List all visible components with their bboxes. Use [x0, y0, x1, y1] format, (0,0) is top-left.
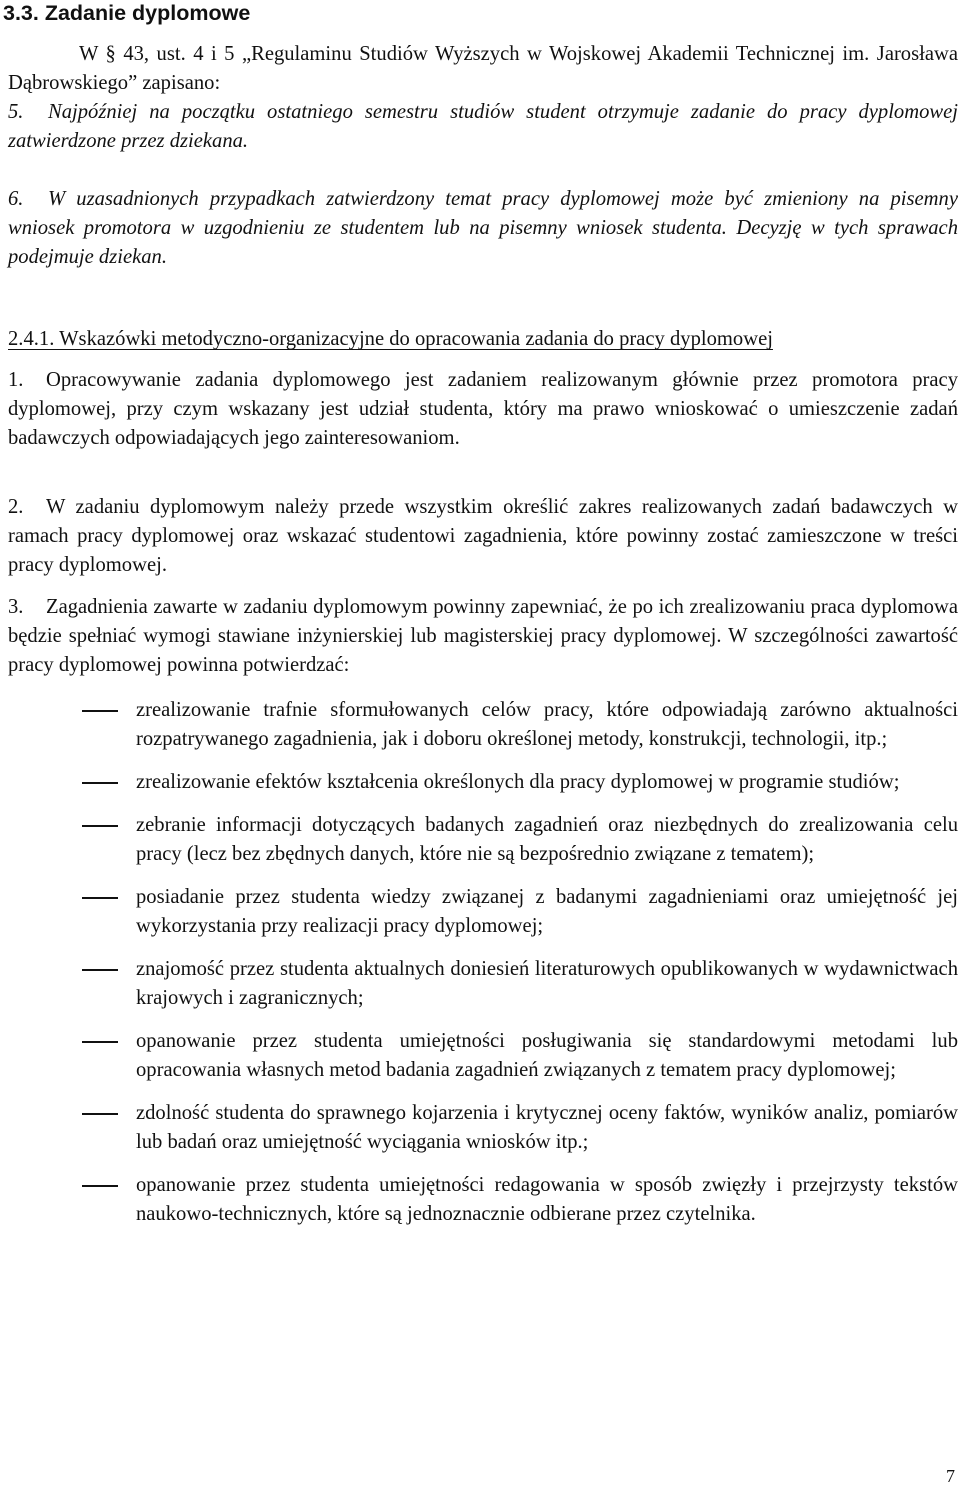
item-text: Opracowywanie zadania dyplomowego jest zadaniem realizowanym głównie przez promotora pracy dyplomowej, przy czym wskazany jest udział studenta, który ma prawo wnioskować o umieszczenie zadań badawczych odpowiadających jego zainteresowaniom.	[8, 369, 958, 449]
dash-bullet	[82, 969, 118, 971]
list-item-text: zrealizowanie trafnie sformułowanych celów pracy, które odpowiadają zarówno aktualności rozpatrywanego zagadnienia, jak i doboru określonej metody, konstrukcji, technologii, itp.;	[136, 699, 958, 750]
list-item	[0, 1171, 958, 1229]
quoted-item-5	[8, 98, 958, 156]
item-text: Zagadnienia zawarte w zadaniu dyplomowym powinny zapewniać, że po ich zrealizowaniu praca dyplomowa będzie spełniać wymogi stawiane inżynierskiej lub magisterskiej pracy dyplomowej. W szczególności zawartość pracy dyplomowej powinna potwierdzać:	[8, 596, 958, 676]
list-item-text: opanowanie przez studenta umiejętności redagowania w sposób zwięzły i przejrzysty tekstów naukowo-technicznych, które są jednoznacznie odbierane przez czytelnika.	[136, 1174, 958, 1225]
item-number: 1.	[8, 369, 24, 391]
quoted-item-6	[8, 185, 958, 272]
page-number: 7	[946, 1466, 955, 1486]
list-item	[0, 955, 958, 1013]
list-item	[0, 883, 958, 941]
dash-bullet	[82, 825, 118, 827]
list-item	[0, 1099, 958, 1157]
list-item-text: opanowanie przez studenta umiejętności posługiwania się standardowymi metodami lub opracowania własnych metod badania zagadnień związanych z tematem pracy dyplomowej;	[136, 1030, 958, 1081]
item-number: 5.	[8, 101, 24, 123]
item-text: W zadaniu dyplomowym należy przede wszystkim określić zakres realizowanych zadań badawczych w ramach pracy dyplomowej oraz wskazać studentowi zagadnienia, które powinny zostać zamieszczone w treści pracy dyplomowej.	[8, 496, 958, 576]
item-text: Najpóźniej na początku ostatniego semestru studiów student otrzymuje zadanie do pracy dyplomowej zatwierdzone przez dziekana.	[8, 101, 958, 152]
list-item-text: zdolność studenta do sprawnego kojarzenia i krytycznej oceny faktów, wyników analiz, pomiarów lub badań oraz umiejętność wyciągania wniosków itp.;	[136, 1102, 958, 1153]
list-item	[0, 768, 958, 797]
numbered-item-3	[8, 593, 958, 680]
list-item-text: znajomość przez studenta aktualnych doniesień literaturowych opublikowanych w wydawnictwach krajowych i zagranicznych;	[136, 958, 958, 1009]
list-item	[0, 696, 958, 754]
dash-bullet	[82, 1041, 118, 1043]
list-item	[0, 811, 958, 869]
numbered-item-2	[8, 493, 958, 580]
dash-bullet	[82, 782, 118, 784]
list-item-text: zrealizowanie efektów kształcenia określonych dla pracy dyplomowej w programie studiów;	[136, 771, 900, 793]
item-number: 3.	[8, 596, 24, 618]
dash-bullet	[82, 710, 118, 712]
intro-paragraph: W § 43, ust. 4 i 5 „Regulaminu Studiów Wyższych w Wojskowej Akademii Technicznej im. Jarosława Dąbrowskiego” zapisano:	[8, 43, 958, 94]
list-item-text: zebranie informacji dotyczących badanych zagadnień oraz niezbędnych do zrealizowania celu pracy (lecz bez zbędnych danych, które nie są bezpośrednio związane z tematem);	[136, 814, 958, 865]
requirements-list	[0, 696, 960, 1229]
dash-bullet	[82, 1113, 118, 1115]
list-item-text: posiadanie przez studenta wiedzy związanej z badanymi zagadnieniami oraz umiejętność jej wykorzystania przy realizacji pracy dyplomowej;	[136, 886, 958, 937]
subsection-heading: 2.4.1. Wskazówki metodyczno-organizacyjne do opracowania zadania do pracy dyplomowej	[8, 328, 773, 350]
dash-bullet	[82, 1185, 118, 1187]
dash-bullet	[82, 897, 118, 899]
section-heading: 3.3. Zadanie dyplomowe	[3, 1, 251, 25]
item-text: W uzasadnionych przypadkach zatwierdzony temat pracy dyplomowej może być zmieniony na pisemny wniosek promotora w uzgodnieniu ze studentem lub na pisemny wniosek studenta. Decyzję w tych sprawach podejmuje dziekan.	[8, 188, 958, 268]
item-number: 2.	[8, 496, 24, 518]
list-item	[0, 1027, 958, 1085]
numbered-item-1	[8, 366, 958, 453]
item-number: 6.	[8, 188, 24, 210]
